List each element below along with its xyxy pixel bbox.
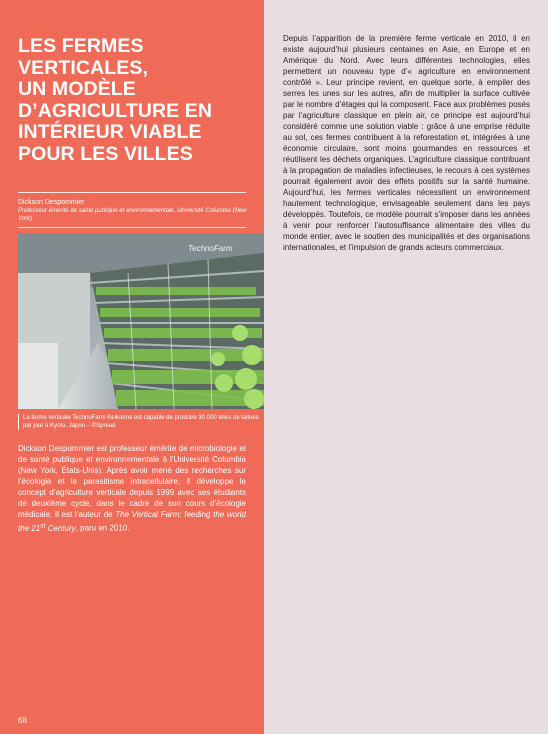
book-title-end: Century — [45, 523, 76, 533]
title-line: D’AGRICULTURE EN — [18, 99, 213, 122]
vertical-farm-photo — [18, 233, 264, 409]
author-name: Dickson Despommier — [18, 199, 85, 206]
title-line: UN MODÈLE — [18, 78, 136, 100]
author-affiliation: Professeur émérite de santé publique et environnementale, Université Columbia (New York) — [18, 208, 247, 222]
bio-text: Dickson Despommier est professeur émérite de microbiologie et de santé publique et environnementale à l’Université Columbia (New York, États-Unis). Après avoir mené des recherches sur l’écologie et le parasitisme intracellulaire, il développe le concept d’agriculture verticale depuis 1999 avec ses étudiants de deuxième cycle, dans le cadre de son cours d’écologie médicale. Il est l’auteur de — [18, 444, 246, 519]
article-title — [18, 36, 258, 165]
title-divider — [18, 192, 246, 193]
book-title-sup: st — [40, 522, 46, 529]
title-line: LES FERMES — [18, 35, 144, 57]
article-body: Depuis l’apparition de la première ferme verticale en 2010, il en existe aujourd’hui plusieurs centaines en Asie, en Europe et en Amérique du Nord. Avec leurs différentes technologies, elles permettent un nouveau type d’« agriculture en environnement contrôlé ». Leur principe revient, en quelque sorte, à empiler des serres les unes sur les autres, afin de multiplier la surface cultivée par le nombre d’étages qui la composent. Face aux problèmes posés par l’agriculture classique en plein air, ce principe est aujourd’hui considéré comme une solution viable : grâce à une emprise réduite au sol, ces fermes contribuent à la reforestation et, intégrées à une économie circulaire, sont moins gourmandes en ressources et réutilisent les déchets organiques. L’agriculture classique contribuant à la propagation de maladies infectieuses, le recours à ces systèmes pourrait également avoir des effets positifs sur la santé humaine. Aujourd’hui, les fermes verticales nécessitent un environnement hautement technologique, envisageable seulement dans les pays développés. Toutefois, ce modèle pourrait s’imposer dans les années à venir pour renforcer l’autosuffisance alimentaire des villes du monde entier, avec le soutien des municipalités et des organisations internationales, et l’impulsion de grands acteurs commerciaux. — [283, 34, 530, 252]
title-line: INTÉRIEUR VIABLE — [18, 121, 202, 143]
title-line: VERTICALES, — [18, 56, 149, 79]
page-number: 68 — [18, 716, 27, 725]
bio-text-end: , paru en 2010. — [75, 523, 130, 533]
author-divider — [18, 227, 246, 228]
book-title-main: The Vertical Farm: feeding the world the 21 — [18, 510, 246, 533]
title-line: POUR LES VILLES — [18, 142, 193, 165]
photo-sign-text: TechnoFarm — [188, 244, 233, 253]
author-bio — [18, 443, 246, 534]
photo-caption: La ferme verticale TechnoFarm Keikanna est capable de produire 30 000 têtes de laitues par jour à Kyoto, Japon – ©Spread — [18, 414, 259, 430]
